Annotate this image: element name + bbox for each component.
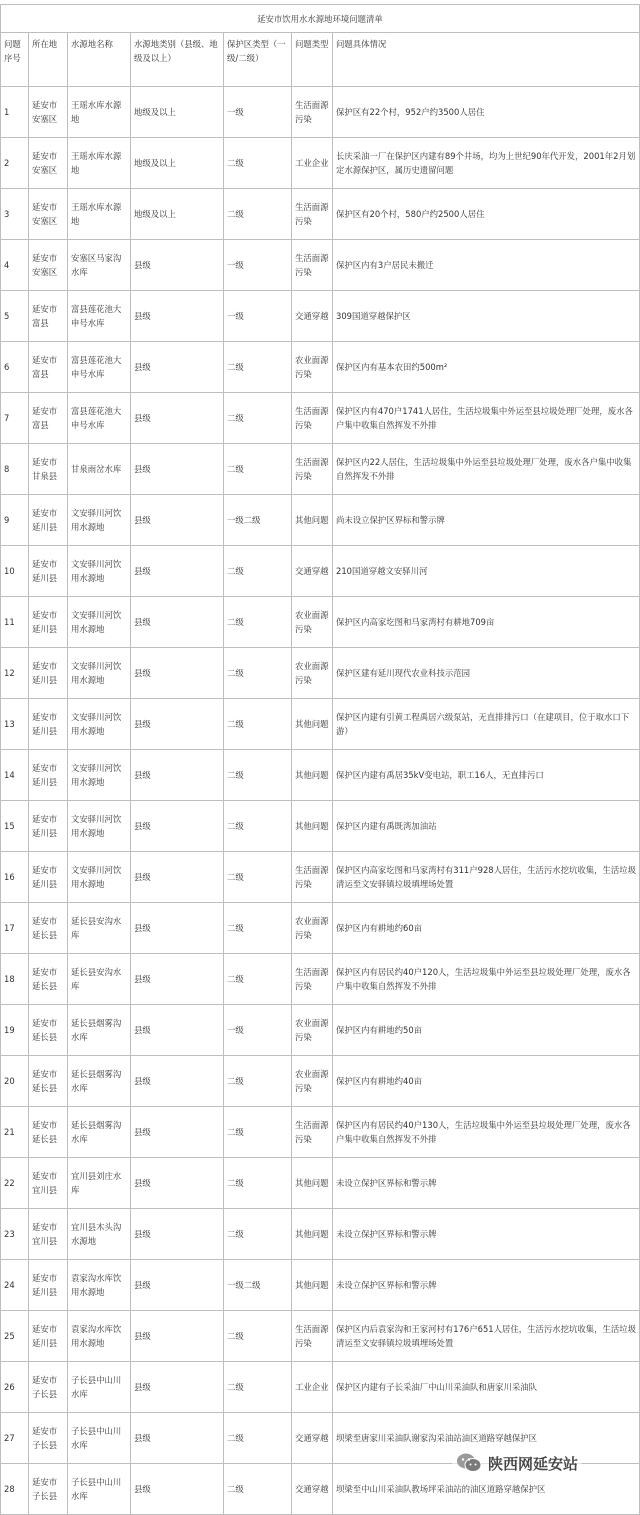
cell-issue-detail: 保护区内建有禹既湾加油站 <box>333 801 640 852</box>
cell-source-category: 县级 <box>131 1005 224 1056</box>
cell-protection-zone: 二级 <box>224 1107 292 1158</box>
cell-serial: 27 <box>1 1413 29 1464</box>
cell-serial: 13 <box>1 699 29 750</box>
cell-serial: 26 <box>1 1362 29 1413</box>
cell-source-name: 子长县中山川水库 <box>68 1413 131 1464</box>
issue-list-document <box>0 4 640 1515</box>
table-row <box>1 1107 640 1158</box>
cell-source-name: 文安驿川河饮用水源地 <box>68 597 131 648</box>
cell-issue-detail: 保护区内有基本农田约500m² <box>333 342 640 393</box>
cell-source-name: 文安驿川河饮用水源地 <box>68 750 131 801</box>
cell-serial: 25 <box>1 1311 29 1362</box>
cell-source-name: 延长县烟雾沟水库 <box>68 1005 131 1056</box>
cell-source-name: 富县莲花池大申号水库 <box>68 342 131 393</box>
cell-protection-zone: 二级 <box>224 750 292 801</box>
cell-source-name: 王瑶水库水源地 <box>68 189 131 240</box>
cell-location: 延安市安塞区 <box>29 189 68 240</box>
cell-location: 延安市富县 <box>29 393 68 444</box>
cell-issue-type: 其他问题 <box>292 699 333 750</box>
cell-source-name: 文安驿川河饮用水源地 <box>68 495 131 546</box>
cell-protection-zone: 二级 <box>224 699 292 750</box>
table-row <box>1 138 640 189</box>
cell-issue-type: 其他问题 <box>292 801 333 852</box>
header-location: 所在地 <box>29 33 68 87</box>
table-row <box>1 1311 640 1362</box>
cell-protection-zone: 二级 <box>224 801 292 852</box>
table-row <box>1 1260 640 1311</box>
cell-serial: 23 <box>1 1209 29 1260</box>
cell-issue-detail: 保护区内22人居住，生活垃圾集中外运至县垃圾处理厂处理，废水各户集中收集自然挥发不外排 <box>333 444 640 495</box>
cell-location: 延安市安塞区 <box>29 138 68 189</box>
cell-issue-type: 其他问题 <box>292 1209 333 1260</box>
cell-source-name: 富县莲花池大申号水库 <box>68 393 131 444</box>
cell-issue-detail: 保护区内有耕地约50亩 <box>333 1005 640 1056</box>
table-row <box>1 852 640 903</box>
cell-issue-detail: 保护区内有居民约40户130人，生活垃圾集中外运至县垃圾处理厂处理，废水各户集中收集自然挥发不外排 <box>333 1107 640 1158</box>
table-row <box>1 444 640 495</box>
cell-issue-detail: 保护区有22个村，952户约3500人居住 <box>333 87 640 138</box>
cell-location: 延安市子长县 <box>29 1413 68 1464</box>
cell-location: 延安市宜川县 <box>29 1158 68 1209</box>
cell-source-name: 袁家沟水库饮用水源地 <box>68 1311 131 1362</box>
cell-issue-type: 其他问题 <box>292 750 333 801</box>
cell-source-name: 王瑶水库水源地 <box>68 138 131 189</box>
cell-protection-zone: 二级 <box>224 1158 292 1209</box>
cell-issue-type: 交通穿越 <box>292 1464 333 1515</box>
cell-source-name: 富县莲花池大申号水库 <box>68 291 131 342</box>
cell-protection-zone: 二级 <box>224 393 292 444</box>
cell-serial: 12 <box>1 648 29 699</box>
cell-source-category: 县级 <box>131 699 224 750</box>
cell-protection-zone: 二级 <box>224 138 292 189</box>
cell-source-name: 甘泉雨岔水库 <box>68 444 131 495</box>
cell-source-category: 县级 <box>131 444 224 495</box>
cell-protection-zone: 一级二级 <box>224 1260 292 1311</box>
cell-source-category: 县级 <box>131 1158 224 1209</box>
cell-protection-zone: 二级 <box>224 1464 292 1515</box>
cell-issue-type: 生活面源污染 <box>292 393 333 444</box>
cell-location: 延安市延川县 <box>29 699 68 750</box>
table-header-row <box>1 33 640 87</box>
cell-protection-zone: 一级 <box>224 1005 292 1056</box>
cell-location: 延安市富县 <box>29 342 68 393</box>
cell-protection-zone: 一级二级 <box>224 495 292 546</box>
cell-source-category: 县级 <box>131 852 224 903</box>
cell-serial: 8 <box>1 444 29 495</box>
cell-protection-zone: 一级 <box>224 291 292 342</box>
cell-source-category: 县级 <box>131 1362 224 1413</box>
cell-issue-type: 生活面源污染 <box>292 87 333 138</box>
cell-issue-detail: 保护区内有3户居民未搬迁 <box>333 240 640 291</box>
cell-source-name: 宜川县木头沟水源地 <box>68 1209 131 1260</box>
table-row <box>1 1056 640 1107</box>
header-issue-type: 问题类型 <box>292 33 333 87</box>
cell-issue-type: 生活面源污染 <box>292 444 333 495</box>
cell-issue-detail: 保护区内有470户1741人居住，生活垃圾集中外运至县垃圾处理厂处理，废水各户集中收集自然挥发不外排 <box>333 393 640 444</box>
cell-issue-detail: 保护区内后袁家沟和王家河村有176户651人居住，生活污水挖坑收集，生活垃圾清运至文安驿镇垃圾填埋场处置 <box>333 1311 640 1362</box>
cell-serial: 22 <box>1 1158 29 1209</box>
cell-serial: 9 <box>1 495 29 546</box>
cell-serial: 19 <box>1 1005 29 1056</box>
cell-issue-detail: 保护区内有耕地约40亩 <box>333 1056 640 1107</box>
cell-source-name: 子长县中山川水库 <box>68 1464 131 1515</box>
cell-location: 延安市延川县 <box>29 546 68 597</box>
cell-location: 延安市宜川县 <box>29 1209 68 1260</box>
cell-location: 延安市延川县 <box>29 852 68 903</box>
cell-source-name: 文安驿川河饮用水源地 <box>68 699 131 750</box>
table-row <box>1 1005 640 1056</box>
cell-serial: 20 <box>1 1056 29 1107</box>
cell-source-category: 县级 <box>131 1413 224 1464</box>
cell-location: 延安市富县 <box>29 291 68 342</box>
table-row <box>1 87 640 138</box>
cell-source-category: 县级 <box>131 1209 224 1260</box>
cell-serial: 10 <box>1 546 29 597</box>
cell-issue-type: 工业企业 <box>292 138 333 189</box>
watermark <box>452 1448 582 1478</box>
cell-issue-type: 生活面源污染 <box>292 1311 333 1362</box>
cell-protection-zone: 二级 <box>224 546 292 597</box>
cell-source-category: 县级 <box>131 597 224 648</box>
table-row <box>1 240 640 291</box>
cell-protection-zone: 二级 <box>224 597 292 648</box>
cell-serial: 1 <box>1 87 29 138</box>
cell-source-name: 安塞区马家沟水库 <box>68 240 131 291</box>
cell-location: 延安市延川县 <box>29 597 68 648</box>
table-row <box>1 903 640 954</box>
cell-source-category: 县级 <box>131 291 224 342</box>
cell-location: 延安市甘泉县 <box>29 444 68 495</box>
cell-issue-type: 工业企业 <box>292 1362 333 1413</box>
cell-protection-zone: 二级 <box>224 1362 292 1413</box>
cell-location: 延安市安塞区 <box>29 240 68 291</box>
cell-source-category: 县级 <box>131 342 224 393</box>
cell-location: 延安市延长县 <box>29 903 68 954</box>
cell-issue-detail: 未设立保护区界标和警示牌 <box>333 1209 640 1260</box>
cell-protection-zone: 二级 <box>224 444 292 495</box>
cell-serial: 14 <box>1 750 29 801</box>
cell-issue-type: 生活面源污染 <box>292 189 333 240</box>
cell-issue-type: 农业面源污染 <box>292 1056 333 1107</box>
cell-location: 延安市延长县 <box>29 1005 68 1056</box>
cell-location: 延安市延长县 <box>29 954 68 1005</box>
table-row <box>1 954 640 1005</box>
cell-issue-detail: 保护区内有居民约40户120人，生活垃圾集中外运至县垃圾处理厂处理，废水各户集中收集自然挥发不外排 <box>333 954 640 1005</box>
cell-location: 延安市延长县 <box>29 1107 68 1158</box>
cell-protection-zone: 二级 <box>224 903 292 954</box>
cell-issue-type: 生活面源污染 <box>292 954 333 1005</box>
cell-serial: 2 <box>1 138 29 189</box>
cell-location: 延安市子长县 <box>29 1362 68 1413</box>
table-row <box>1 1362 640 1413</box>
cell-source-name: 文安驿川河饮用水源地 <box>68 648 131 699</box>
header-serial: 问题序号 <box>1 33 29 87</box>
cell-issue-type: 其他问题 <box>292 1158 333 1209</box>
cell-source-name: 子长县中山川水库 <box>68 1362 131 1413</box>
table-title-row <box>1 5 640 33</box>
table-row <box>1 189 640 240</box>
cell-issue-type: 生活面源污染 <box>292 1107 333 1158</box>
table-title: 延安市饮用水水源地环境问题清单 <box>1 5 640 33</box>
cell-source-category: 县级 <box>131 1464 224 1515</box>
table-row <box>1 750 640 801</box>
cell-serial: 6 <box>1 342 29 393</box>
cell-location: 延安市延川县 <box>29 1260 68 1311</box>
cell-issue-type: 农业面源污染 <box>292 903 333 954</box>
cell-source-category: 县级 <box>131 1107 224 1158</box>
table-row <box>1 801 640 852</box>
cell-source-name: 文安驿川河饮用水源地 <box>68 546 131 597</box>
cell-issue-type: 生活面源污染 <box>292 852 333 903</box>
cell-issue-type: 生活面源污染 <box>292 240 333 291</box>
cell-issue-detail: 保护区内高家圪图和马家湾村有311户928人居住，生活污水挖坑收集，生活垃圾清运至文安驿镇垃圾填埋场处置 <box>333 852 640 903</box>
cell-serial: 28 <box>1 1464 29 1515</box>
cell-issue-detail: 尚未设立保护区界标和警示牌 <box>333 495 640 546</box>
cell-issue-type: 交通穿越 <box>292 546 333 597</box>
cell-issue-type: 农业面源污染 <box>292 597 333 648</box>
cell-issue-detail: 坝梁至唐家川采油队谢家沟采油站油区道路穿越保护区 <box>333 1413 640 1464</box>
wechat-icon <box>456 1452 482 1474</box>
cell-location: 延安市延川县 <box>29 750 68 801</box>
cell-serial: 15 <box>1 801 29 852</box>
cell-source-category: 县级 <box>131 240 224 291</box>
cell-issue-detail: 保护区内建有禹居35kV变电站，职工16人，无直排污口 <box>333 750 640 801</box>
cell-source-name: 延长县烟雾沟水库 <box>68 1107 131 1158</box>
cell-source-category: 地级及以上 <box>131 138 224 189</box>
cell-serial: 5 <box>1 291 29 342</box>
cell-source-category: 县级 <box>131 1056 224 1107</box>
table-row <box>1 597 640 648</box>
table-row <box>1 1209 640 1260</box>
cell-issue-detail: 309国道穿越保护区 <box>333 291 640 342</box>
cell-protection-zone: 二级 <box>224 1209 292 1260</box>
cell-source-name: 王瑶水库水源地 <box>68 87 131 138</box>
cell-source-category: 县级 <box>131 495 224 546</box>
header-protection-zone: 保护区类型（一级/二级） <box>224 33 292 87</box>
cell-location: 延安市延川县 <box>29 801 68 852</box>
cell-issue-detail: 长庆采油一厂在保护区内建有89个井场，均为上世纪90年代开发，2001年2月划定水源保护区，属历史遗留问题 <box>333 138 640 189</box>
watermark-text: 陕西网延安站 <box>488 1454 579 1473</box>
cell-source-name: 文安驿川河饮用水源地 <box>68 801 131 852</box>
cell-protection-zone: 二级 <box>224 1056 292 1107</box>
cell-source-category: 县级 <box>131 648 224 699</box>
cell-location: 延安市延川县 <box>29 495 68 546</box>
cell-protection-zone: 二级 <box>224 1311 292 1362</box>
table-row <box>1 342 640 393</box>
cell-issue-detail: 保护区内建有引黄工程禹居六级泵站，无直排排污口（在建项目，位于取水口下游） <box>333 699 640 750</box>
cell-protection-zone: 一级 <box>224 87 292 138</box>
table-row <box>1 648 640 699</box>
cell-issue-detail: 未设立保护区界标和警示牌 <box>333 1260 640 1311</box>
cell-protection-zone: 二级 <box>224 954 292 1005</box>
cell-issue-detail: 保护区内高家圪图和马家湾村有耕地709亩 <box>333 597 640 648</box>
table-row <box>1 546 640 597</box>
cell-source-category: 县级 <box>131 393 224 444</box>
table-row <box>1 393 640 444</box>
cell-serial: 7 <box>1 393 29 444</box>
cell-serial: 4 <box>1 240 29 291</box>
cell-serial: 3 <box>1 189 29 240</box>
cell-protection-zone: 二级 <box>224 648 292 699</box>
cell-serial: 21 <box>1 1107 29 1158</box>
cell-source-category: 县级 <box>131 1311 224 1362</box>
cell-source-name: 延长县烟雾沟水库 <box>68 1056 131 1107</box>
cell-serial: 24 <box>1 1260 29 1311</box>
table-row <box>1 1158 640 1209</box>
cell-serial: 18 <box>1 954 29 1005</box>
cell-issue-type: 其他问题 <box>292 1260 333 1311</box>
cell-issue-type: 农业面源污染 <box>292 342 333 393</box>
cell-location: 延安市延长县 <box>29 1056 68 1107</box>
cell-protection-zone: 二级 <box>224 189 292 240</box>
table-row <box>1 291 640 342</box>
cell-source-name: 袁家沟水库饮用水源地 <box>68 1260 131 1311</box>
issue-table <box>0 4 640 1515</box>
cell-source-category: 县级 <box>131 903 224 954</box>
cell-issue-detail: 保护区内有耕地约60亩 <box>333 903 640 954</box>
cell-source-category: 县级 <box>131 801 224 852</box>
cell-source-name: 文安驿川河饮用水源地 <box>68 852 131 903</box>
cell-issue-detail: 保护区建有延川现代农业科技示范园 <box>333 648 640 699</box>
cell-issue-detail: 保护区内建有子长采油厂中山川采油队和唐家川采油队 <box>333 1362 640 1413</box>
cell-location: 延安市安塞区 <box>29 87 68 138</box>
cell-serial: 16 <box>1 852 29 903</box>
cell-source-category: 县级 <box>131 750 224 801</box>
cell-source-category: 地级及以上 <box>131 87 224 138</box>
cell-protection-zone: 二级 <box>224 342 292 393</box>
cell-serial: 11 <box>1 597 29 648</box>
header-source-category: 水源地类别（县级、地级及以上） <box>131 33 224 87</box>
cell-source-name: 宜川县刘庄水库 <box>68 1158 131 1209</box>
cell-serial: 17 <box>1 903 29 954</box>
cell-location: 延安市延川县 <box>29 1311 68 1362</box>
cell-issue-detail: 210国道穿越文安驿川河 <box>333 546 640 597</box>
cell-source-category: 县级 <box>131 1260 224 1311</box>
header-issue-detail: 问题具体情况 <box>333 33 640 87</box>
header-source-name: 水源地名称 <box>68 33 131 87</box>
cell-protection-zone: 二级 <box>224 852 292 903</box>
table-row <box>1 495 640 546</box>
cell-issue-detail: 坝梁至中山川采油队教场坪采油站的油区道路穿越保护区 <box>333 1464 640 1515</box>
cell-location: 延安市子长县 <box>29 1464 68 1515</box>
cell-location: 延安市延川县 <box>29 648 68 699</box>
cell-issue-type: 农业面源污染 <box>292 648 333 699</box>
cell-issue-type: 农业面源污染 <box>292 1005 333 1056</box>
cell-source-category: 地级及以上 <box>131 189 224 240</box>
cell-protection-zone: 二级 <box>224 1413 292 1464</box>
cell-protection-zone: 一级 <box>224 240 292 291</box>
cell-issue-detail: 未设立保护区界标和警示牌 <box>333 1158 640 1209</box>
cell-issue-type: 其他问题 <box>292 495 333 546</box>
table-row <box>1 699 640 750</box>
cell-source-name: 延长县安沟水库 <box>68 954 131 1005</box>
cell-issue-type: 交通穿越 <box>292 291 333 342</box>
cell-source-category: 县级 <box>131 546 224 597</box>
cell-source-category: 县级 <box>131 954 224 1005</box>
cell-issue-detail: 保护区有20个村，580户约2500人居住 <box>333 189 640 240</box>
cell-source-name: 延长县安沟水库 <box>68 903 131 954</box>
cell-issue-type: 交通穿越 <box>292 1413 333 1464</box>
